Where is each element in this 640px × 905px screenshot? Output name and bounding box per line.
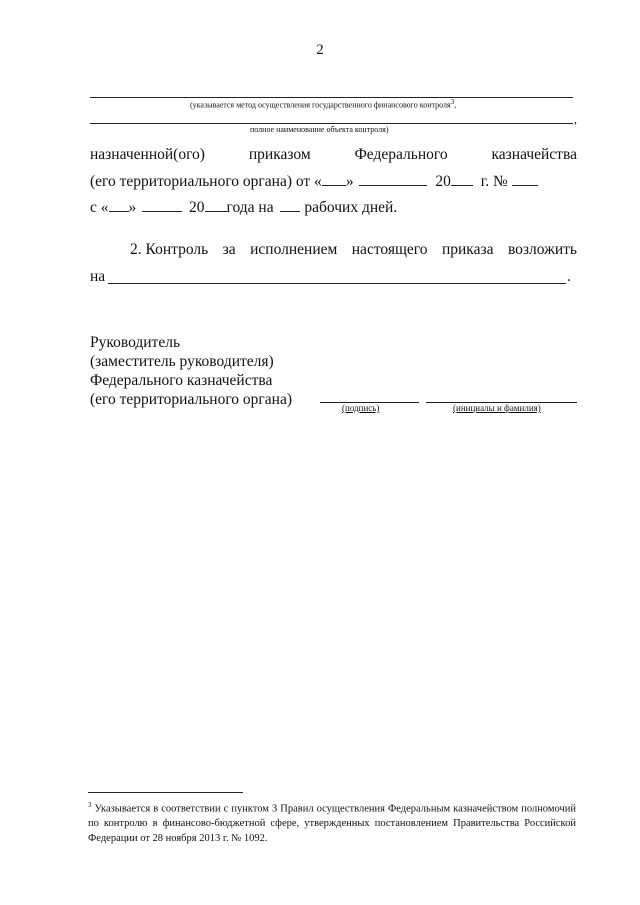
item-2-line-2-end: .	[567, 268, 571, 285]
order-line-1: назначенной(ого) приказом Федерального казначейства	[90, 146, 577, 163]
signatory-title: Руководитель (заместитель руководителя) Федерального казначейства (его территориального органа)	[90, 334, 292, 408]
method-caption: (указывается метод осуществления государственного финансового контроля3,	[190, 98, 457, 110]
footnote	[88, 798, 576, 846]
footnote-mark: 3	[88, 801, 92, 809]
item-2-line-2-start: на	[90, 268, 106, 285]
name-caption: (инициалы и фамилия)	[453, 403, 541, 413]
order-number-blank	[512, 173, 538, 186]
responsible-person-line	[108, 283, 566, 284]
order-month-blank	[359, 173, 427, 186]
footnote-ref: 3	[450, 98, 455, 106]
work-days-blank	[280, 199, 300, 212]
object-line-comma: ,	[574, 112, 577, 126]
signature-caption: (подпись)	[342, 403, 380, 413]
order-day-blank	[322, 173, 346, 186]
footnote-separator	[88, 792, 243, 793]
item-2-line-1: 2. Контроль за исполнением настоящего приказа возложить	[130, 241, 577, 258]
object-line	[90, 123, 573, 124]
start-year-blank	[205, 199, 227, 212]
order-line-2: (его территориального органа) от « » 20 г. №	[90, 173, 538, 191]
order-year-blank	[451, 173, 473, 186]
start-month-blank	[142, 199, 182, 212]
page-number: 2	[316, 42, 324, 58]
order-line-3: с « » 20 года на рабочих дней.	[90, 199, 398, 216]
object-caption: полное наименование объекта контроля)	[250, 125, 389, 134]
footnote-text: Указывается в соответствии с пунктом 3 Правил осуществления Федеральным казначейством полномочий по контролю в финансово-бюджетной сфере, утвержденных постановлением Правительства Российской Федерации от 28 ноября 2013 г. № 1092.	[88, 803, 577, 844]
start-day-blank	[109, 199, 129, 212]
